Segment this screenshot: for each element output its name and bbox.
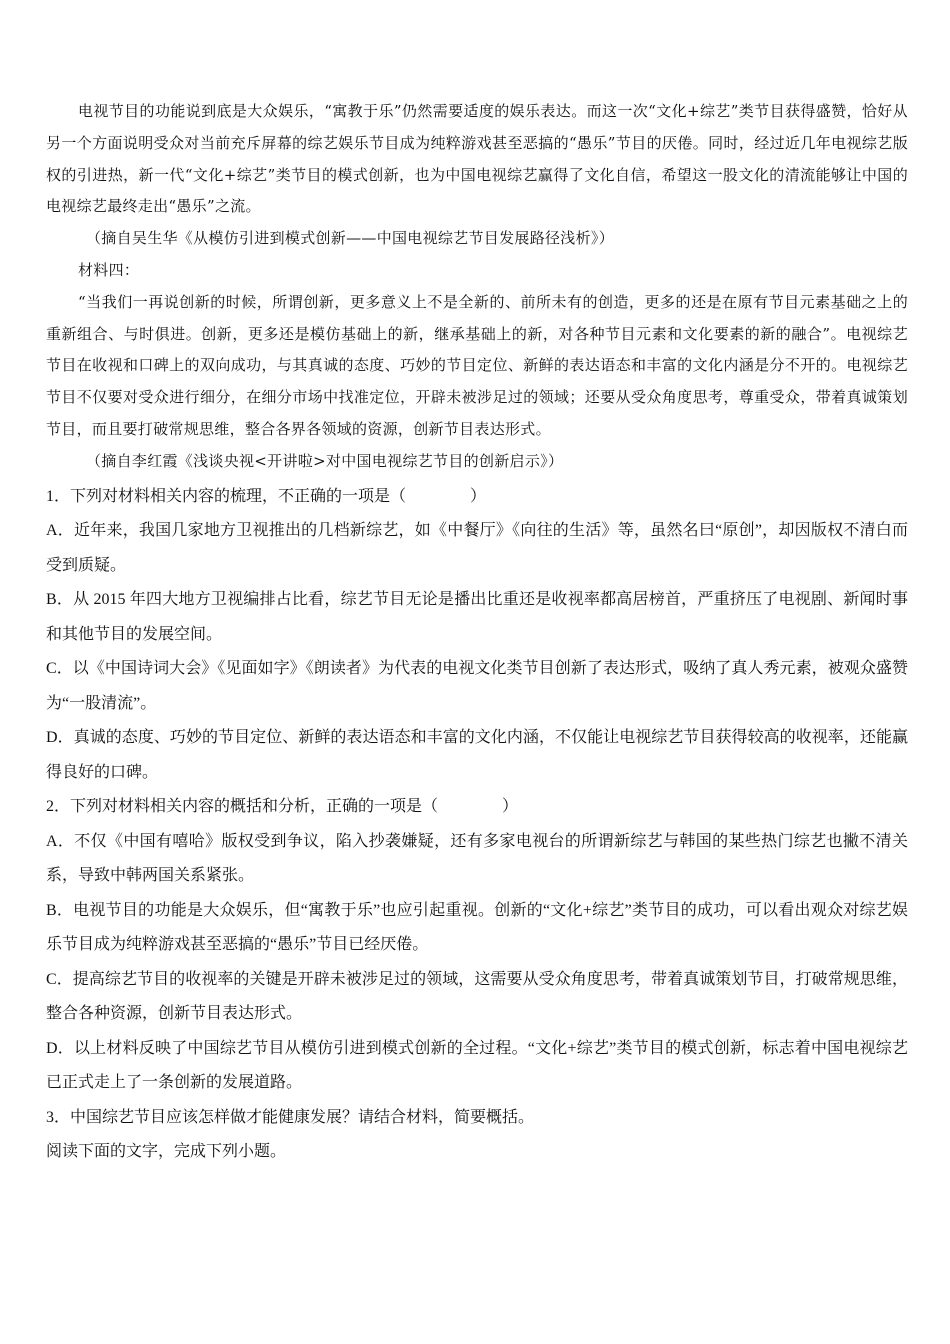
- question-two: [46, 790, 908, 1101]
- material-three-section: [46, 96, 908, 255]
- material-four-label: 材料四：: [78, 260, 140, 279]
- question-two-option-c: C．提高综艺节目的收视率的关键是开辟未被涉足过的领域，这需要从受众角度思考，带着真诚策划节目，打破常规思维，整合各种资源，创新节目表达形式。: [46, 970, 908, 1023]
- document-page: [46, 96, 908, 1170]
- material-three-paragraph: 电视节目的功能说到底是大众娱乐，“寓教于乐”仍然需要适度的娱乐表达。而这一次“文化+综艺”类节目获得盛赞，恰好从另一个方面说明受众对当前充斥屏幕的综艺娱乐节目成为纯粹游戏甚至恶搞的“愚乐”节目的厌倦。同时，经过近几年电视综艺版权的引进热，新一代“文化+综艺”类节目的模式创新，也为中国电视综艺赢得了文化自信，希望这一股文化的清流能够让中国的电视综艺最终走出“愚乐”之流。: [46, 102, 908, 216]
- material-four-section: [46, 255, 908, 478]
- question-one-option-b: B．从 2015 年四大地方卫视编排占比看，综艺节目无论是播出比重还是收视率都高居榜首，严重挤压了电视剧、新闻时事和其他节目的发展空间。: [46, 591, 908, 643]
- material-three-citation: （摘自吴生华《从模仿引进到模式创新——中国电视综艺节目发展路径浅析》）: [86, 229, 615, 248]
- question-one-option-d: D．真诚的态度、巧妙的节目定位、新鲜的表达语态和丰富的文化内涵，不仅能让电视综艺节目获得较高的收视率，还能赢得良好的口碑。: [46, 729, 908, 781]
- next-reading-instruction: 阅读下面的文字，完成下列小题。: [46, 1143, 287, 1161]
- question-one-option-c: C．以《中国诗词大会》《见面如字》《朗读者》为代表的电视文化类节目创新了表达形式，吸纳了真人秀元素，被观众盛赞为“一股清流”。: [46, 660, 908, 712]
- question-one-option-a: A．近年来，我国几家地方卫视推出的几档新综艺，如《中餐厅》《向往的生活》等，虽然名曰“原创”，却因版权不清白而受到质疑。: [46, 522, 908, 574]
- question-two-stem: 2．下列对材料相关内容的概括和分析，正确的一项是（ ）: [46, 798, 519, 816]
- question-three-stem: 3．中国综艺节目应该怎样做才能健康发展？请结合材料，简要概括。: [46, 1108, 535, 1126]
- question-one-stem: 1．下列对材料相关内容的梳理，不正确的一项是（ ）: [46, 487, 487, 505]
- question-two-option-a: A．不仅《中国有嘻哈》版权受到争议，陷入抄袭嫌疑，还有多家电视台的所谓新综艺与韩国的某些热门综艺也撇不清关系，导致中韩两国关系紧张。: [46, 832, 908, 885]
- question-two-option-d: D．以上材料反映了中国综艺节目从模仿引进到模式创新的全过程。“文化+综艺”类节目的模式创新，标志着中国电视综艺已正式走上了一条创新的发展道路。: [46, 1039, 908, 1092]
- question-two-option-b: B．电视节目的功能是大众娱乐，但“寓教于乐”也应引起重视。创新的“文化+综艺”类节目的成功，可以看出观众对综艺娱乐节目成为纯粹游戏甚至恶搞的“愚乐”节目已经厌倦。: [46, 901, 908, 954]
- material-four-paragraph: “当我们一再说创新的时候，所谓创新，更多意义上不是全新的、前所未有的创造，更多的还是在原有节目元素基础之上的重新组合、与时俱进。创新，更多还是模仿基础上的新，继承基础上的新，对各种节目元素和文化要素的新的融合”。电视综艺节目在收视和口碑上的双向成功，与其真诚的态度、巧妙的节目定位、新鲜的表达语态和丰富的文化内涵是分不开的。电视综艺节目不仅要对受众进行细分，在细分市场中找准定位，开辟未被涉足过的领域；还要从受众角度思考，尊重受众，带着真诚策划节目，而且要打破常规思维，整合各界各领域的资源，创新节目表达形式。: [46, 292, 908, 438]
- question-three: [46, 1101, 908, 1136]
- material-four-citation: （摘自李红霞《浅谈央视<开讲啦>对中国电视综艺节目的创新启示》）: [86, 451, 564, 470]
- question-one: [46, 480, 908, 791]
